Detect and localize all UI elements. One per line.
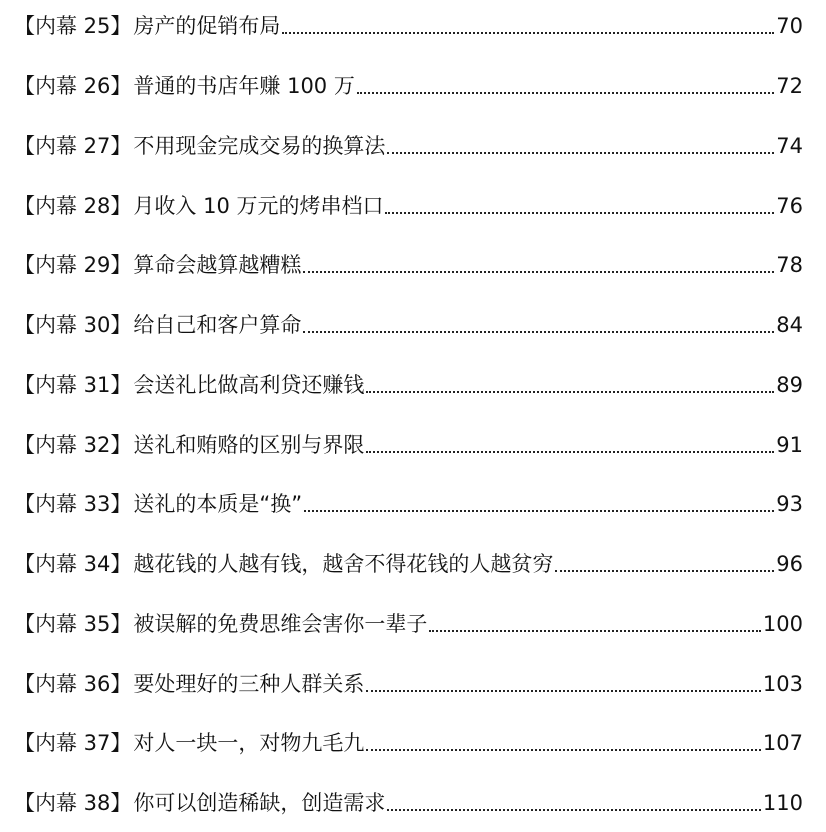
toc-entry[interactable] (14, 71, 803, 101)
page-number: 84 (776, 313, 803, 337)
toc-entry[interactable] (14, 191, 803, 221)
toc-entry[interactable] (14, 11, 803, 41)
toc-entry[interactable] (14, 250, 803, 280)
leader-dots (366, 690, 761, 692)
chapter-label: 【内幕 26】 (14, 74, 132, 98)
page-number: 100 (762, 612, 803, 636)
chapter-title: 被误解的免费思维会害你一辈子 (133, 612, 428, 636)
page-number: 107 (762, 731, 803, 755)
chapter-label: 【内幕 35】 (14, 612, 132, 636)
leader-dots (303, 331, 774, 333)
page-number: 89 (776, 373, 803, 397)
leader-dots (366, 391, 774, 393)
chapter-title: 算命会越算越糟糕 (133, 253, 302, 277)
toc-entry[interactable] (14, 131, 803, 161)
leader-dots (282, 32, 774, 34)
toc-entry[interactable] (14, 370, 803, 400)
leader-dots (429, 630, 761, 632)
chapter-label: 【内幕 28】 (14, 194, 132, 218)
page-number: 93 (776, 492, 803, 516)
toc-entry[interactable] (14, 728, 803, 758)
leader-dots (357, 92, 774, 94)
chapter-label: 【内幕 25】 (14, 14, 132, 38)
chapter-title: 给自己和客户算命 (133, 313, 302, 337)
chapter-title: 月收入 10 万元的烤串档口 (133, 194, 384, 218)
chapter-title: 越花钱的人越有钱，越舍不得花钱的人越贫穷 (133, 552, 554, 576)
page-number: 110 (762, 791, 803, 815)
page-number: 70 (776, 14, 803, 38)
chapter-title: 会送礼比做高利贷还赚钱 (133, 373, 365, 397)
chapter-label: 【内幕 30】 (14, 313, 132, 337)
leader-dots (303, 271, 774, 273)
chapter-title: 房产的促销布局 (133, 14, 281, 38)
toc-entry[interactable] (14, 669, 803, 699)
toc-entry[interactable] (14, 430, 803, 460)
chapter-label: 【内幕 32】 (14, 433, 132, 457)
chapter-label: 【内幕 37】 (14, 731, 132, 755)
page-number: 91 (776, 433, 803, 457)
page-number: 72 (776, 74, 803, 98)
leader-dots (304, 510, 774, 512)
toc-entry[interactable] (14, 489, 803, 519)
page-number: 103 (762, 672, 803, 696)
chapter-title: 你可以创造稀缺，创造需求 (133, 791, 386, 815)
leader-dots (385, 212, 774, 214)
chapter-title: 送礼的本质是“换” (133, 492, 303, 516)
chapter-label: 【内幕 38】 (14, 791, 132, 815)
chapter-title: 送礼和贿赂的区别与界限 (133, 433, 365, 457)
toc-entry[interactable] (14, 788, 803, 818)
toc-entry[interactable] (14, 549, 803, 579)
chapter-label: 【内幕 29】 (14, 253, 132, 277)
chapter-label: 【内幕 27】 (14, 134, 132, 158)
page-number: 74 (776, 134, 803, 158)
chapter-title: 普通的书店年赚 100 万 (133, 74, 355, 98)
leader-dots (366, 749, 761, 751)
toc-entry[interactable] (14, 609, 803, 639)
page-number: 78 (776, 253, 803, 277)
chapter-title: 要处理好的三种人群关系 (133, 672, 365, 696)
page-number: 76 (776, 194, 803, 218)
toc-entry[interactable] (14, 310, 803, 340)
page-number: 96 (776, 552, 803, 576)
chapter-label: 【内幕 34】 (14, 552, 132, 576)
leader-dots (387, 809, 761, 811)
leader-dots (387, 152, 774, 154)
leader-dots (366, 451, 774, 453)
chapter-label: 【内幕 33】 (14, 492, 132, 516)
chapter-label: 【内幕 31】 (14, 373, 132, 397)
leader-dots (555, 570, 774, 572)
chapter-title: 不用现金完成交易的换算法 (133, 134, 386, 158)
chapter-title: 对人一块一，对物九毛九 (133, 731, 365, 755)
chapter-label: 【内幕 36】 (14, 672, 132, 696)
